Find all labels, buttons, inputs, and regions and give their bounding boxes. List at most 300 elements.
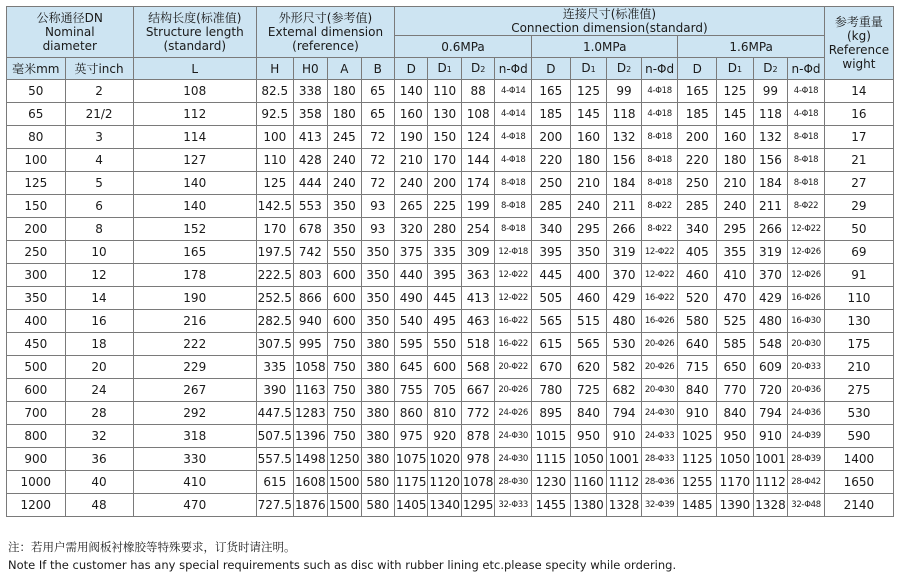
table-row bbox=[7, 264, 894, 287]
table-cell: 156 bbox=[753, 149, 788, 172]
table-cell: 390 bbox=[256, 379, 293, 402]
table-cell: 358 bbox=[293, 103, 328, 126]
table-cell: 750 bbox=[328, 402, 361, 425]
nominal-diameter-header: 公称通径DN Nominal diameter bbox=[7, 7, 134, 58]
table-row bbox=[7, 195, 894, 218]
table-cell: 470 bbox=[133, 494, 256, 517]
table-cell: 132 bbox=[753, 126, 788, 149]
table-row bbox=[7, 494, 894, 517]
table-cell: 445 bbox=[428, 287, 461, 310]
table-cell: 14 bbox=[65, 287, 133, 310]
table-cell: 12-Φ22 bbox=[641, 264, 678, 287]
table-cell: 794 bbox=[607, 402, 642, 425]
table-cell: 645 bbox=[395, 356, 428, 379]
note-english: Note If the customer has any special requirements such as disc with rubber lining etc.please specity while ordering. bbox=[8, 558, 677, 572]
d-header: D bbox=[395, 58, 428, 80]
table-cell: 4-Φ18 bbox=[495, 126, 532, 149]
table-row bbox=[7, 356, 894, 379]
table-cell: 114 bbox=[133, 126, 256, 149]
table-cell: 866 bbox=[293, 287, 328, 310]
table-cell: 175 bbox=[824, 333, 893, 356]
table-cell: 93 bbox=[361, 195, 394, 218]
table-cell: 125 bbox=[256, 172, 293, 195]
table-cell: 152 bbox=[133, 218, 256, 241]
table-cell: 413 bbox=[293, 126, 328, 149]
table-cell: 199 bbox=[461, 195, 494, 218]
n-phi-d-header: n-Φd bbox=[788, 58, 825, 80]
table-cell: 4 bbox=[65, 149, 133, 172]
table-cell: 36 bbox=[65, 448, 133, 471]
table-cell: 174 bbox=[461, 172, 494, 195]
table-cell: 515 bbox=[570, 310, 607, 333]
table-cell: 93 bbox=[361, 218, 394, 241]
table-cell: 285 bbox=[532, 195, 571, 218]
table-cell: 32-Φ48 bbox=[788, 494, 825, 517]
h0-header: H0 bbox=[293, 58, 328, 80]
table-cell: 292 bbox=[133, 402, 256, 425]
table-cell: 525 bbox=[717, 310, 754, 333]
table-cell: 28-Φ39 bbox=[788, 448, 825, 471]
table-cell: 4-Φ18 bbox=[788, 103, 825, 126]
table-cell: 490 bbox=[395, 287, 428, 310]
table-cell: 920 bbox=[428, 425, 461, 448]
table-cell: 350 bbox=[361, 264, 394, 287]
table-cell: 118 bbox=[607, 103, 642, 126]
table-cell: 380 bbox=[361, 402, 394, 425]
d2-header: D2 bbox=[461, 58, 494, 80]
table-cell: 80 bbox=[7, 126, 66, 149]
table-row bbox=[7, 149, 894, 172]
table-cell: 755 bbox=[395, 379, 428, 402]
table-cell: 1050 bbox=[717, 448, 754, 471]
table-cell: 840 bbox=[570, 402, 607, 425]
d-header: D bbox=[678, 58, 717, 80]
table-cell: 32 bbox=[65, 425, 133, 448]
table-cell: 266 bbox=[753, 218, 788, 241]
table-cell: 440 bbox=[395, 264, 428, 287]
table-cell: 350 bbox=[328, 195, 361, 218]
external-dimension-header: 外形尺寸(参考值) Extemal dimension (reference) bbox=[256, 7, 394, 58]
table-cell: 108 bbox=[461, 103, 494, 126]
table-cell: 480 bbox=[607, 310, 642, 333]
table-cell: 275 bbox=[824, 379, 893, 402]
table-cell: 21/2 bbox=[65, 103, 133, 126]
table-cell: 727.5 bbox=[256, 494, 293, 517]
table-cell: 318 bbox=[133, 425, 256, 448]
d1-header: D1 bbox=[428, 58, 461, 80]
table-cell: 770 bbox=[717, 379, 754, 402]
table-cell: 99 bbox=[607, 80, 642, 103]
table-cell: 309 bbox=[461, 241, 494, 264]
reference-weight-header: 参考重量 (kg) Reference wight bbox=[824, 7, 893, 80]
table-cell: 1000 bbox=[7, 471, 66, 494]
table-cell: 1050 bbox=[570, 448, 607, 471]
table-cell: 395 bbox=[428, 264, 461, 287]
table-cell: 1125 bbox=[678, 448, 717, 471]
table-cell: 8-Φ18 bbox=[788, 172, 825, 195]
table-cell: 40 bbox=[65, 471, 133, 494]
table-cell: 460 bbox=[570, 287, 607, 310]
table-cell: 910 bbox=[607, 425, 642, 448]
table-cell: 12-Φ22 bbox=[788, 218, 825, 241]
table-cell: 16-Φ22 bbox=[495, 333, 532, 356]
table-cell: 16 bbox=[65, 310, 133, 333]
table-cell: 350 bbox=[361, 241, 394, 264]
table-cell: 580 bbox=[361, 471, 394, 494]
table-cell: 21 bbox=[824, 149, 893, 172]
table-cell: 553 bbox=[293, 195, 328, 218]
table-cell: 1328 bbox=[753, 494, 788, 517]
table-cell: 1500 bbox=[328, 494, 361, 517]
table-cell: 750 bbox=[328, 379, 361, 402]
table-cell: 1608 bbox=[293, 471, 328, 494]
table-cell: 380 bbox=[361, 448, 394, 471]
table-cell: 350 bbox=[7, 287, 66, 310]
table-cell: 1498 bbox=[293, 448, 328, 471]
notes-block bbox=[8, 538, 676, 574]
table-cell: 295 bbox=[570, 218, 607, 241]
table-cell: 518 bbox=[461, 333, 494, 356]
table-cell: 24-Φ26 bbox=[495, 402, 532, 425]
table-cell: 595 bbox=[395, 333, 428, 356]
table-cell: 2140 bbox=[824, 494, 893, 517]
table-cell: 165 bbox=[133, 241, 256, 264]
table-row bbox=[7, 448, 894, 471]
table-cell: 20-Φ30 bbox=[788, 333, 825, 356]
table-cell: 132 bbox=[607, 126, 642, 149]
table-cell: 16-Φ30 bbox=[788, 310, 825, 333]
table-cell: 29 bbox=[824, 195, 893, 218]
table-cell: 405 bbox=[678, 241, 717, 264]
table-cell: 725 bbox=[570, 379, 607, 402]
table-cell: 350 bbox=[570, 241, 607, 264]
table-cell: 370 bbox=[753, 264, 788, 287]
table-cell: 565 bbox=[570, 333, 607, 356]
table-row bbox=[7, 425, 894, 448]
table-cell: 8 bbox=[65, 218, 133, 241]
table-cell: 1405 bbox=[395, 494, 428, 517]
table-cell: 800 bbox=[7, 425, 66, 448]
table-cell: 565 bbox=[532, 310, 571, 333]
connection-dimension-header: 连接尺寸(标准值) Connection dimension(standard) bbox=[395, 7, 825, 36]
table-cell: 340 bbox=[678, 218, 717, 241]
table-cell: 1058 bbox=[293, 356, 328, 379]
table-cell: 240 bbox=[328, 149, 361, 172]
table-cell: 978 bbox=[461, 448, 494, 471]
table-cell: 211 bbox=[607, 195, 642, 218]
table-cell: 50 bbox=[824, 218, 893, 241]
table-cell: 210 bbox=[570, 172, 607, 195]
table-cell: 715 bbox=[678, 356, 717, 379]
table-cell: 3 bbox=[65, 126, 133, 149]
table-cell: 300 bbox=[7, 264, 66, 287]
table-cell: 17 bbox=[824, 126, 893, 149]
table-cell: 160 bbox=[717, 126, 754, 149]
table-cell: 1115 bbox=[532, 448, 571, 471]
table-cell: 72 bbox=[361, 172, 394, 195]
table-cell: 395 bbox=[532, 241, 571, 264]
table-cell: 319 bbox=[753, 241, 788, 264]
table-cell: 590 bbox=[824, 425, 893, 448]
table-cell: 335 bbox=[256, 356, 293, 379]
table-cell: 1163 bbox=[293, 379, 328, 402]
table-cell: 200 bbox=[428, 172, 461, 195]
table-cell: 1255 bbox=[678, 471, 717, 494]
table-cell: 1160 bbox=[570, 471, 607, 494]
table-cell: 320 bbox=[395, 218, 428, 241]
table-cell: 1396 bbox=[293, 425, 328, 448]
table-cell: 92.5 bbox=[256, 103, 293, 126]
table-cell: 178 bbox=[133, 264, 256, 287]
table-cell: 180 bbox=[328, 80, 361, 103]
table-cell: 4-Φ18 bbox=[641, 103, 678, 126]
table-cell: 330 bbox=[133, 448, 256, 471]
table-cell: 20-Φ26 bbox=[641, 333, 678, 356]
table-cell: 460 bbox=[678, 264, 717, 287]
table-cell: 65 bbox=[7, 103, 66, 126]
pressure-0-6-header: 0.6MPa bbox=[395, 36, 532, 58]
table-cell: 110 bbox=[824, 287, 893, 310]
d1-header: D1 bbox=[570, 58, 607, 80]
table-cell: 400 bbox=[570, 264, 607, 287]
table-cell: 8-Φ18 bbox=[788, 126, 825, 149]
n-phi-d-header: n-Φd bbox=[641, 58, 678, 80]
table-cell: 582 bbox=[607, 356, 642, 379]
table-cell: 350 bbox=[361, 287, 394, 310]
table-cell: 185 bbox=[678, 103, 717, 126]
table-cell: 363 bbox=[461, 264, 494, 287]
table-cell: 950 bbox=[717, 425, 754, 448]
table-cell: 24-Φ30 bbox=[495, 425, 532, 448]
table-cell: 975 bbox=[395, 425, 428, 448]
table-cell: 1112 bbox=[607, 471, 642, 494]
table-cell: 110 bbox=[256, 149, 293, 172]
table-cell: 8-Φ18 bbox=[788, 149, 825, 172]
table-cell: 350 bbox=[361, 310, 394, 333]
table-cell: 307.5 bbox=[256, 333, 293, 356]
table-cell: 211 bbox=[753, 195, 788, 218]
table-cell: 180 bbox=[570, 149, 607, 172]
structure-length-header: 结构长度(标准值) Structure length (standard) bbox=[133, 7, 256, 58]
table-cell: 130 bbox=[428, 103, 461, 126]
table-cell: 950 bbox=[570, 425, 607, 448]
table-cell: 165 bbox=[678, 80, 717, 103]
table-cell: 210 bbox=[824, 356, 893, 379]
table-cell: 550 bbox=[328, 241, 361, 264]
table-cell: 1400 bbox=[824, 448, 893, 471]
table-cell: 222 bbox=[133, 333, 256, 356]
table-cell: 32-Φ39 bbox=[641, 494, 678, 517]
table-cell: 184 bbox=[753, 172, 788, 195]
table-row bbox=[7, 241, 894, 264]
table-cell: 267 bbox=[133, 379, 256, 402]
table-cell: 8-Φ18 bbox=[495, 218, 532, 241]
table-cell: 142.5 bbox=[256, 195, 293, 218]
table-cell: 65 bbox=[361, 80, 394, 103]
table-cell: 900 bbox=[7, 448, 66, 471]
table-cell: 750 bbox=[328, 333, 361, 356]
table-cell: 8-Φ22 bbox=[788, 195, 825, 218]
table-cell: 1112 bbox=[753, 471, 788, 494]
table-cell: 380 bbox=[361, 425, 394, 448]
table-cell: 125 bbox=[717, 80, 754, 103]
table-cell: 254 bbox=[461, 218, 494, 241]
table-cell: 995 bbox=[293, 333, 328, 356]
table-cell: 772 bbox=[461, 402, 494, 425]
table-cell: 705 bbox=[428, 379, 461, 402]
table-cell: 640 bbox=[678, 333, 717, 356]
table-cell: 600 bbox=[428, 356, 461, 379]
table-cell: 1250 bbox=[328, 448, 361, 471]
table-cell: 65 bbox=[361, 103, 394, 126]
table-cell: 910 bbox=[678, 402, 717, 425]
table-cell: 28 bbox=[65, 402, 133, 425]
table-cell: 150 bbox=[428, 126, 461, 149]
table-cell: 500 bbox=[7, 356, 66, 379]
table-cell: 1020 bbox=[428, 448, 461, 471]
table-cell: 319 bbox=[607, 241, 642, 264]
table-cell: 24-Φ33 bbox=[641, 425, 678, 448]
table-cell: 100 bbox=[256, 126, 293, 149]
table-cell: 840 bbox=[717, 402, 754, 425]
table-cell: 245 bbox=[328, 126, 361, 149]
table-cell: 678 bbox=[293, 218, 328, 241]
table-cell: 108 bbox=[133, 80, 256, 103]
table-cell: 110 bbox=[428, 80, 461, 103]
table-cell: 580 bbox=[678, 310, 717, 333]
table-row bbox=[7, 103, 894, 126]
table-cell: 20-Φ30 bbox=[641, 379, 678, 402]
table-cell: 375 bbox=[395, 241, 428, 264]
table-cell: 266 bbox=[607, 218, 642, 241]
table-cell: 27 bbox=[824, 172, 893, 195]
table-cell: 860 bbox=[395, 402, 428, 425]
table-cell: 91 bbox=[824, 264, 893, 287]
table-cell: 615 bbox=[256, 471, 293, 494]
table-cell: 28-Φ36 bbox=[641, 471, 678, 494]
table-cell: 170 bbox=[256, 218, 293, 241]
table-cell: 1390 bbox=[717, 494, 754, 517]
table-cell: 250 bbox=[7, 241, 66, 264]
table-cell: 1001 bbox=[753, 448, 788, 471]
table-cell: 280 bbox=[428, 218, 461, 241]
table-cell: 1455 bbox=[532, 494, 571, 517]
table-cell: 335 bbox=[428, 241, 461, 264]
table-cell: 4-Φ14 bbox=[495, 80, 532, 103]
table-cell: 20-Φ26 bbox=[641, 356, 678, 379]
table-cell: 5 bbox=[65, 172, 133, 195]
table-cell: 4-Φ18 bbox=[788, 80, 825, 103]
table-cell: 240 bbox=[328, 172, 361, 195]
table-cell: 2 bbox=[65, 80, 133, 103]
table-cell: 355 bbox=[717, 241, 754, 264]
table-cell: 18 bbox=[65, 333, 133, 356]
table-cell: 720 bbox=[753, 379, 788, 402]
table-cell: 144 bbox=[461, 149, 494, 172]
table-cell: 10 bbox=[65, 241, 133, 264]
inch-header: 英寸inch bbox=[65, 58, 133, 80]
table-cell: 1200 bbox=[7, 494, 66, 517]
n-phi-d-header: n-Φd bbox=[495, 58, 532, 80]
table-cell: 69 bbox=[824, 241, 893, 264]
a-header: A bbox=[328, 58, 361, 80]
table-cell: 750 bbox=[328, 425, 361, 448]
table-cell: 240 bbox=[717, 195, 754, 218]
table-cell: 32-Φ33 bbox=[495, 494, 532, 517]
table-cell: 16-Φ22 bbox=[495, 310, 532, 333]
table-row bbox=[7, 379, 894, 402]
table-cell: 1876 bbox=[293, 494, 328, 517]
table-cell: 20-Φ36 bbox=[788, 379, 825, 402]
table-cell: 413 bbox=[461, 287, 494, 310]
table-cell: 150 bbox=[7, 195, 66, 218]
table-cell: 12-Φ22 bbox=[495, 264, 532, 287]
table-cell: 14 bbox=[824, 80, 893, 103]
table-cell: 250 bbox=[532, 172, 571, 195]
table-cell: 250 bbox=[678, 172, 717, 195]
table-cell: 700 bbox=[7, 402, 66, 425]
table-cell: 20-Φ22 bbox=[495, 356, 532, 379]
table-cell: 82.5 bbox=[256, 80, 293, 103]
table-cell: 216 bbox=[133, 310, 256, 333]
table-cell: 222.5 bbox=[256, 264, 293, 287]
table-cell: 16-Φ26 bbox=[641, 310, 678, 333]
table-cell: 1283 bbox=[293, 402, 328, 425]
table-cell: 99 bbox=[753, 80, 788, 103]
table-cell: 210 bbox=[717, 172, 754, 195]
table-cell: 200 bbox=[7, 218, 66, 241]
table-cell: 520 bbox=[678, 287, 717, 310]
table-cell: 670 bbox=[532, 356, 571, 379]
table-cell: 12-Φ26 bbox=[788, 241, 825, 264]
table-cell: 445 bbox=[532, 264, 571, 287]
table-cell: 550 bbox=[428, 333, 461, 356]
table-cell: 803 bbox=[293, 264, 328, 287]
table-cell: 210 bbox=[395, 149, 428, 172]
table-cell: 620 bbox=[570, 356, 607, 379]
table-cell: 229 bbox=[133, 356, 256, 379]
table-cell: 910 bbox=[753, 425, 788, 448]
table-row bbox=[7, 80, 894, 103]
table-cell: 50 bbox=[7, 80, 66, 103]
table-cell: 410 bbox=[133, 471, 256, 494]
table-cell: 1001 bbox=[607, 448, 642, 471]
table-cell: 16-Φ26 bbox=[788, 287, 825, 310]
table-cell: 530 bbox=[824, 402, 893, 425]
table-cell: 20-Φ33 bbox=[788, 356, 825, 379]
table-cell: 600 bbox=[328, 287, 361, 310]
table-cell: 495 bbox=[428, 310, 461, 333]
table-cell: 28-Φ30 bbox=[495, 471, 532, 494]
table-cell: 742 bbox=[293, 241, 328, 264]
table-cell: 1078 bbox=[461, 471, 494, 494]
table-cell: 6 bbox=[65, 195, 133, 218]
table-cell: 28-Φ42 bbox=[788, 471, 825, 494]
table-cell: 4-Φ18 bbox=[641, 80, 678, 103]
table-cell: 145 bbox=[570, 103, 607, 126]
table-cell: 8-Φ18 bbox=[641, 172, 678, 195]
table-row bbox=[7, 310, 894, 333]
table-cell: 580 bbox=[361, 494, 394, 517]
table-cell: 140 bbox=[133, 172, 256, 195]
table-cell: 750 bbox=[328, 356, 361, 379]
table-cell: 1340 bbox=[428, 494, 461, 517]
table-cell: 1075 bbox=[395, 448, 428, 471]
table-cell: 1295 bbox=[461, 494, 494, 517]
table-cell: 530 bbox=[607, 333, 642, 356]
table-cell: 428 bbox=[293, 149, 328, 172]
table-cell: 1500 bbox=[328, 471, 361, 494]
